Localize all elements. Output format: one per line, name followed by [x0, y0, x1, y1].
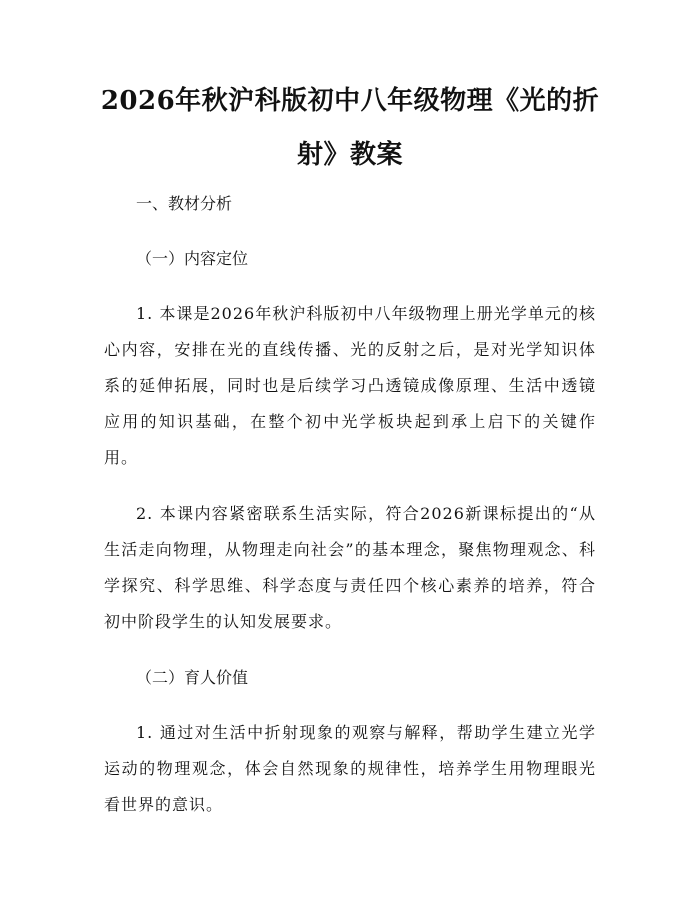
- subsection-heading-content-positioning: （一）内容定位: [136, 249, 249, 268]
- spacer: [104, 277, 596, 296]
- spacer: [104, 640, 596, 660]
- paragraph-content-positioning-1: 1. 本课是2026年秋沪科版初中八年级物理上册光学单元的核心内容，安排在光的直线传播、光的反射之后，是对光学知识体系的延伸拓展，同时也是后续学习凸透镜成像原理、生活中透镜应用的知识基础，在整个初中光学板块起到承上启下的关键作用。: [104, 304, 596, 467]
- document-title: 2026年秋沪科版初中八年级物理《光的折射》教案: [100, 86, 600, 170]
- spacer: [104, 476, 596, 496]
- spacer: [104, 222, 596, 241]
- paragraph-educational-value-1: 1. 通过对生活中折射现象的观察与解释，帮助学生建立光学运动的物理观念，体会自然现象的规律性，培养学生用物理眼光看世界的意识。: [104, 723, 596, 814]
- paragraph-content-positioning-2: 2. 本课内容紧密联系生活实际，符合2026新课标提出的“从生活走向物理，从物理走向社会”的基本理念，聚焦物理观念、科学探究、科学思维、科学态度与责任四个核心素养的培养，符合初中阶段学生的认知发展要求。: [104, 504, 596, 631]
- section-heading-teaching-material-analysis: 一、教材分析: [136, 194, 233, 213]
- spacer: [104, 696, 596, 715]
- subsection-heading-educational-value: （二）育人价值: [136, 668, 249, 687]
- document-body: [104, 186, 596, 823]
